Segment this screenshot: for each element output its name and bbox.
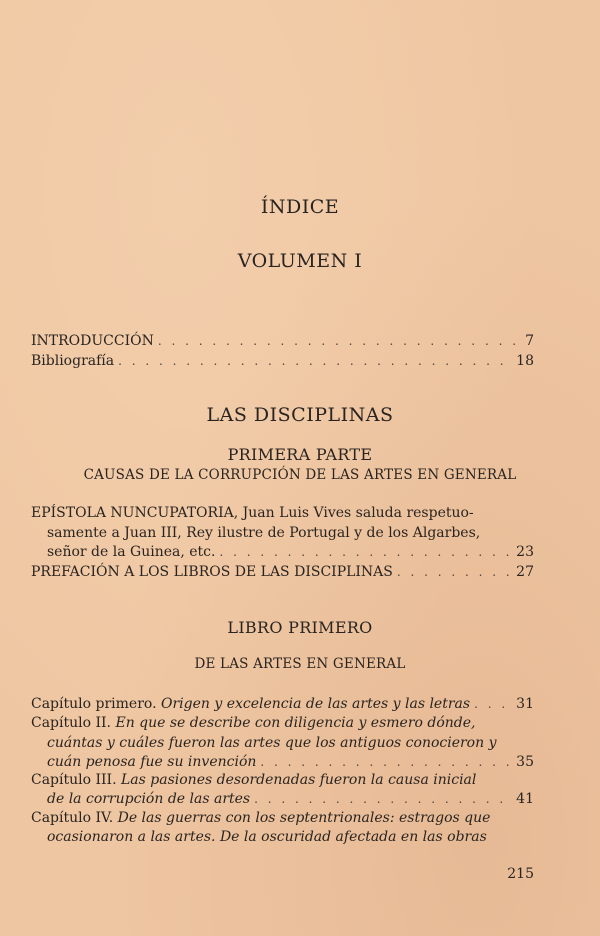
part-subtitle: CAUSAS DE LA CORRUPCIÓN DE LAS ARTES EN GENERAL <box>83 467 517 483</box>
chapter-label: Capítulo IV. <box>31 810 114 826</box>
chapter-title: En que se describe con diligencia y esmero dónde, <box>115 715 476 731</box>
chapter-title: Origen y excelencia de las artes y las letras <box>160 696 471 712</box>
section-title: LAS DISCIPLINAS <box>206 404 394 426</box>
book-title: LIBRO PRIMERO <box>227 618 373 637</box>
chapter-4-line-2: ocasionaron a las artes. De la oscuridad afectada en las obras <box>47 829 487 845</box>
chapter-title: Las pasiones desordenadas fueron la causa inicial <box>121 772 477 788</box>
index-title: ÍNDICE <box>260 196 340 218</box>
leader-dots <box>474 695 512 714</box>
chapter-4-line-1 <box>31 809 534 828</box>
epistola-line-1: EPÍSTOLA NUNCUPATORIA, Juan Luis Vives saluda respetuo- <box>31 505 474 521</box>
leader-dots <box>219 543 512 562</box>
leader-dots <box>397 563 512 582</box>
toc-entry-chapter-2 <box>47 753 534 772</box>
chapter-label: Capítulo primero. <box>31 696 157 712</box>
toc-entry-epistola <box>47 543 534 562</box>
toc-entry-title: señor de la Guinea, etc. <box>47 544 216 560</box>
chapter-3-line-2: de la corrupción de las artes <box>47 791 251 807</box>
leader-dots <box>260 753 512 772</box>
chapter-3-line-1 <box>31 771 534 790</box>
toc-entry-introduccion <box>31 332 534 351</box>
toc-entry-page: 27 <box>516 564 534 580</box>
leader-dots <box>118 352 512 371</box>
leader-dots <box>158 332 516 351</box>
chapter-2-line-1 <box>31 714 534 733</box>
page-number: 215 <box>507 866 534 882</box>
chapter-label: Capítulo III. <box>31 772 117 788</box>
toc-entry-page: 31 <box>516 696 534 712</box>
toc-entry-chapter-1 <box>31 695 534 714</box>
chapter-title: De las guerras con los septentrionales: estragos que <box>117 810 491 826</box>
book-subtitle: DE LAS ARTES EN GENERAL <box>194 656 406 672</box>
toc-entry-page: 41 <box>516 791 534 807</box>
volume-title: VOLUMEN I <box>237 250 363 272</box>
chapter-2-line-2: cuántas y cuáles fueron las artes que los antiguos conocieron y <box>47 735 497 751</box>
toc-entry-prefacion <box>31 563 534 582</box>
toc-entry-page: 23 <box>516 544 534 560</box>
chapter-2-line-3: cuán penosa fue su invención <box>47 754 257 770</box>
epistola-line-2: samente a Juan III, Rey ilustre de Portugal y de los Algarbes, <box>47 525 481 541</box>
toc-entry-page: 7 <box>525 333 534 349</box>
chapter-label: Capítulo II. <box>31 715 112 731</box>
toc-entry-title: Bibliografía <box>31 353 115 369</box>
toc-entry-bibliografia <box>31 352 534 371</box>
toc-entry-title: PREFACIÓN A LOS LIBROS DE LAS DISCIPLINAS <box>31 564 393 580</box>
leader-dots <box>254 790 512 809</box>
toc-entry-page: 18 <box>516 353 534 369</box>
part-label: PRIMERA PARTE <box>227 445 373 464</box>
toc-entry-page: 35 <box>516 754 534 770</box>
toc-entry-title: INTRODUCCIÓN <box>31 333 154 349</box>
toc-entry-chapter-3 <box>47 790 534 809</box>
